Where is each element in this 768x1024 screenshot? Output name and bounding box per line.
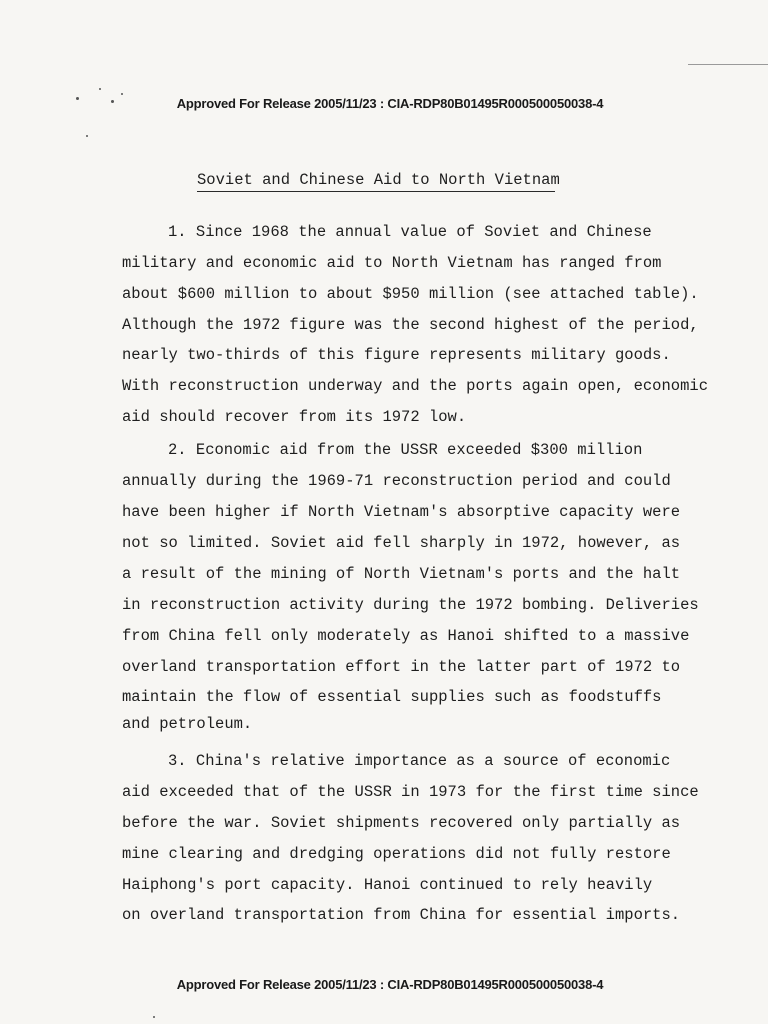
paragraph-1-line: With reconstruction underway and the ports again open, economic bbox=[122, 377, 708, 395]
paragraph-1-line: Although the 1972 figure was the second highest of the period, bbox=[122, 316, 699, 334]
paragraph-2-line: a result of the mining of North Vietnam's ports and the halt bbox=[122, 565, 681, 583]
paragraph-3-line: 3. China's relative importance as a source of economic bbox=[168, 752, 671, 770]
paragraph-2-line: not so limited. Soviet aid fell sharply in 1972, however, as bbox=[122, 534, 681, 552]
paragraph-1-line: aid should recover from its 1972 low. bbox=[122, 408, 467, 426]
paragraph-2-line: from China fell only moderately as Hanoi shifted to a massive bbox=[122, 627, 690, 645]
paragraph-3-line: before the war. Soviet shipments recovered only partially as bbox=[122, 814, 681, 832]
paragraph-2-line: in reconstruction activity during the 1972 bombing. Deliveries bbox=[122, 596, 699, 614]
release-stamp-header: Approved For Release 2005/11/23 : CIA-RDP80B01495R000500050038-4 bbox=[176, 96, 604, 111]
scan-speck bbox=[153, 1016, 155, 1018]
scan-speck bbox=[99, 88, 101, 90]
title-underline bbox=[197, 191, 555, 192]
paragraph-1-line: about $600 million to about $950 million (see attached table). bbox=[122, 285, 699, 303]
paragraph-2-line: overland transportation effort in the latter part of 1972 to bbox=[122, 658, 681, 676]
paragraph-1-line: 1. Since 1968 the annual value of Soviet and Chinese bbox=[168, 223, 652, 241]
scan-speck bbox=[86, 135, 88, 137]
paragraph-2-line: 2. Economic aid from the USSR exceeded $300 million bbox=[168, 441, 643, 459]
paragraph-3-line: mine clearing and dredging operations did not fully restore bbox=[122, 845, 671, 863]
paragraph-3-line: on overland transportation from China for essential imports. bbox=[122, 906, 681, 924]
release-stamp-footer: Approved For Release 2005/11/23 : CIA-RDP80B01495R000500050038-4 bbox=[176, 977, 604, 992]
paragraph-3-line: Haiphong's port capacity. Hanoi continued to rely heavily bbox=[122, 876, 653, 894]
paragraph-1-line: nearly two-thirds of this figure represents military goods. bbox=[122, 346, 671, 364]
document-title: Soviet and Chinese Aid to North Vietnam bbox=[197, 171, 560, 189]
paragraph-2-line: maintain the flow of essential supplies such as foodstuffs bbox=[122, 688, 662, 706]
paragraph-3-line: aid exceeded that of the USSR in 1973 for the first time since bbox=[122, 783, 699, 801]
paragraph-2-line: annually during the 1969-71 reconstruction period and could bbox=[122, 472, 671, 490]
paragraph-2-line: and petroleum. bbox=[122, 715, 253, 733]
paragraph-1-line: military and economic aid to North Vietnam has ranged from bbox=[122, 254, 662, 272]
corner-scan-mark bbox=[688, 64, 768, 65]
scan-speck bbox=[121, 93, 123, 95]
paragraph-2-line: have been higher if North Vietnam's absorptive capacity were bbox=[122, 503, 681, 521]
